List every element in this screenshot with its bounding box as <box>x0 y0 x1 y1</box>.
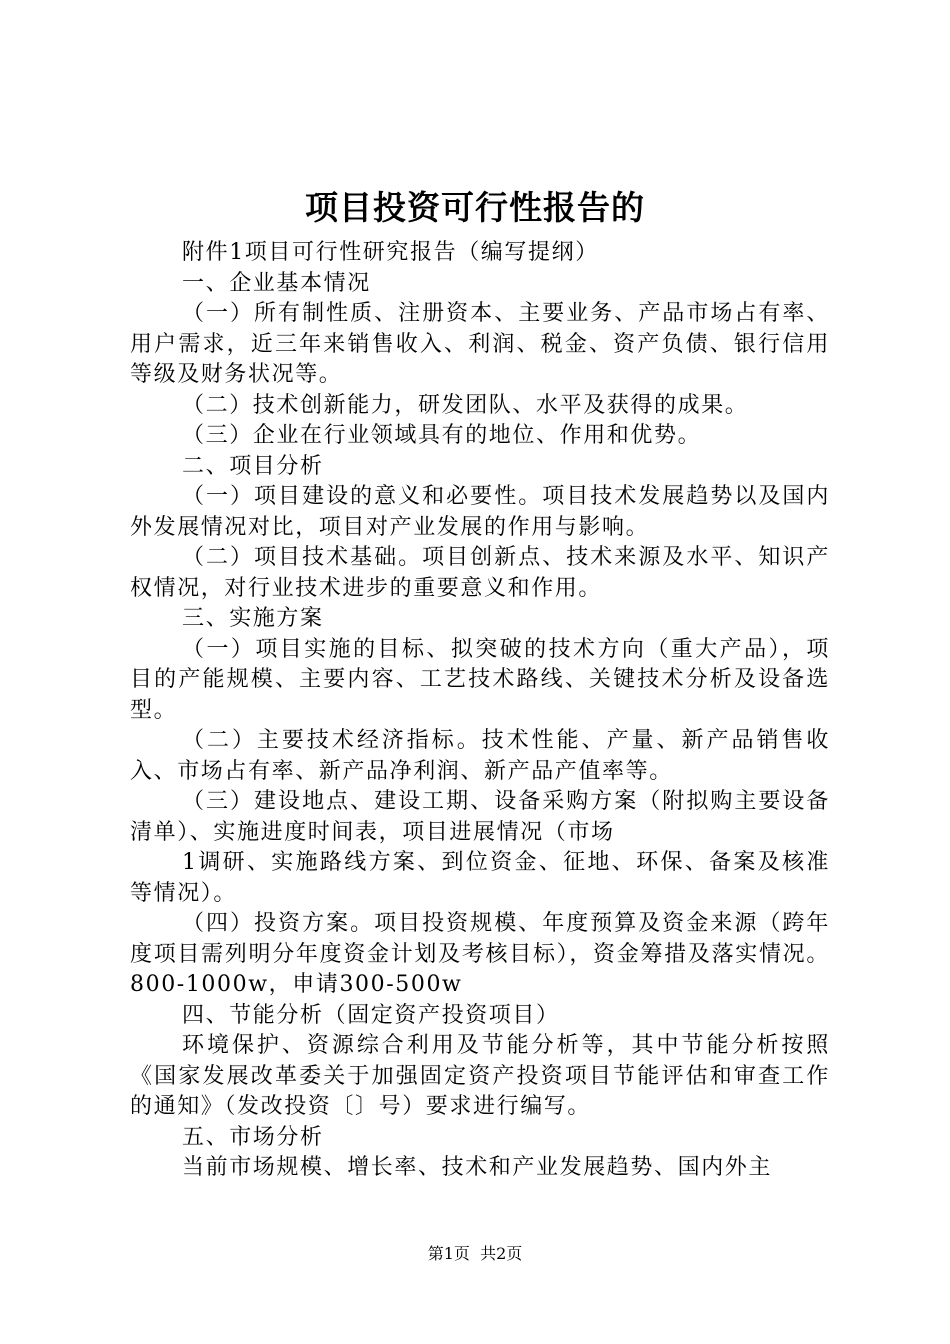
paragraph-industry-position: （三）企业在行业领域具有的地位、作用和优势。 <box>182 423 702 448</box>
section-heading-energy: 四、节能分析（固定资产投资项目） <box>182 1002 560 1028</box>
section-heading-company-info: 一、企业基本情况 <box>182 270 371 296</box>
paragraph-ownership: （一）所有制性质、注册资本、主要业务、产品市场占有率、用户需求，近三年来销售收入、利润、税金、资产负债、银行信用等级及财务状况等。 <box>130 301 830 387</box>
page-number: 第1页 共2页 <box>427 1244 523 1263</box>
paragraph-construction: （三）建设地点、建设工期、设备采购方案（附拟购主要设备清单）、实施进度时间表，项目进展情况（市场 <box>130 789 830 845</box>
paragraph-indicators: （二）主要技术经济指标。技术性能、产量、新产品销售收入、市场占有率、新产品净利润、新产品产值率等。 <box>130 728 830 784</box>
document-title: 项目投资可行性报告的 <box>305 188 645 227</box>
paragraph-market-scale: 当前市场规模、增长率、技术和产业发展趋势、国内外主 <box>182 1155 773 1180</box>
paragraph-environment: 环境保护、资源综合利用及节能分析等，其中节能分析按照《国家发展改革委关于加强固定资产投资项目节能评估和审查工作的通知》（发改投资〔〕号）要求进行编写。 <box>130 1033 830 1119</box>
paragraph-significance: （一）项目建设的意义和必要性。项目技术发展趋势以及国内外发展情况对比，项目对产业发展的作用与影响。 <box>130 484 830 540</box>
document-body <box>130 238 830 1184</box>
paragraph-research-route: 1调研、实施路线方案、到位资金、征地、环保、备案及核准等情况）。 <box>130 850 830 906</box>
section-heading-market: 五、市场分析 <box>182 1124 324 1150</box>
section-heading-implementation: 三、实施方案 <box>182 606 324 631</box>
paragraph-investment: （四）投资方案。项目投资规模、年度预算及资金来源（跨年度项目需列明分年度资金计划及考核目标），资金筹措及落实情况。800-1000w，申请300-500w <box>130 911 830 997</box>
paragraph-goals: （一）项目实施的目标、拟突破的技术方向（重大产品），项目的产能规模、主要内容、工艺技术路线、关键技术分析及设备选型。 <box>130 636 830 723</box>
section-heading-project-analysis: 二、项目分析 <box>182 453 324 479</box>
paragraph-tech-basis: （二）项目技术基础。项目创新点、技术来源及水平、知识产权情况，对行业技术进步的重要意义和作用。 <box>130 545 830 601</box>
paragraph-innovation: （二）技术创新能力，研发团队、水平及获得的成果。 <box>182 392 749 418</box>
page-footer <box>0 1244 950 1264</box>
paragraph-attachment-heading: 附件1项目可行性研究报告（编写提纲） <box>182 240 599 265</box>
